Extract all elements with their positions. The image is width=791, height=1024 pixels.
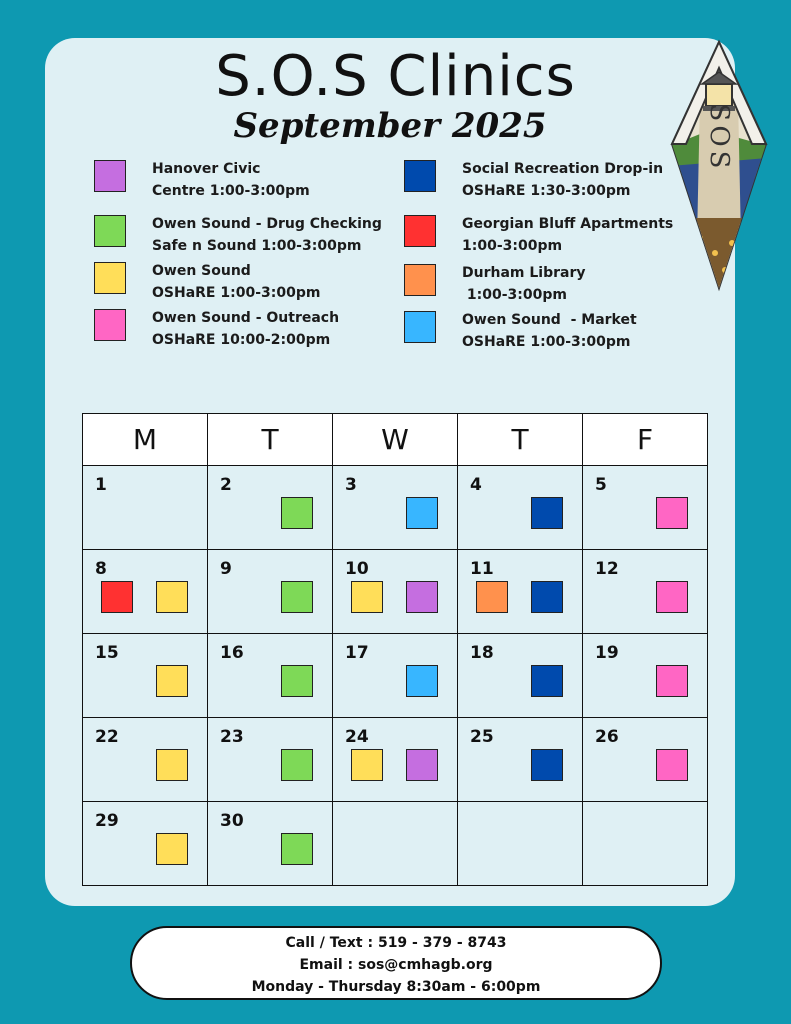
legend-label-line: Social Recreation Drop-in <box>462 161 664 177</box>
legend-label-line: Owen Sound - Outreach <box>152 310 340 326</box>
calendar-week-row <box>83 550 708 634</box>
page-subtitle: September 2025 <box>233 106 547 146</box>
event-marker-social <box>531 581 563 613</box>
event-marker-drug_checking <box>281 497 313 529</box>
calendar-day-cell <box>583 718 708 802</box>
calendar-day-cell <box>83 634 208 718</box>
legend-label-line: Owen Sound <box>152 263 251 279</box>
day-number: 1 <box>95 475 107 495</box>
day-number: 8 <box>95 559 107 579</box>
calendar-day-cell <box>583 634 708 718</box>
legend-label-line: Safe n Sound 1:00-3:00pm <box>152 238 362 254</box>
event-marker-hanover <box>406 749 438 781</box>
weekday-header: W <box>333 414 458 466</box>
event-marker-outreach <box>656 497 688 529</box>
event-marker-oshare <box>156 833 188 865</box>
contact-box <box>130 926 662 1000</box>
legend-label-line: Owen Sound - Market <box>462 312 637 328</box>
event-marker-oshare <box>156 665 188 697</box>
event-marker-hanover <box>406 581 438 613</box>
calendar-day-cell <box>333 550 458 634</box>
day-number: 4 <box>470 475 482 495</box>
calendar-week-row <box>83 718 708 802</box>
legend-label-line: 1:00-3:00pm <box>462 287 567 303</box>
calendar-day-cell <box>208 466 333 550</box>
legend-label <box>152 213 402 257</box>
contact-phone: Call / Text : 519 - 379 - 8743 <box>285 935 507 951</box>
legend-swatch <box>404 264 436 296</box>
legend-label <box>152 260 402 304</box>
legend-swatch <box>94 262 126 294</box>
day-number: 23 <box>220 727 244 747</box>
legend-label-line: OSHaRE 10:00-2:00pm <box>152 332 331 348</box>
calendar-week-row <box>83 466 708 550</box>
event-marker-outreach <box>656 581 688 613</box>
calendar-day-cell <box>458 466 583 550</box>
weekday-header: T <box>208 414 333 466</box>
event-marker-social <box>531 665 563 697</box>
day-number: 10 <box>345 559 369 579</box>
event-marker-oshare <box>156 581 188 613</box>
calendar-day-cell <box>333 634 458 718</box>
day-number: 24 <box>345 727 369 747</box>
day-number: 5 <box>595 475 607 495</box>
day-number: 16 <box>220 643 244 663</box>
calendar-day-cell <box>583 466 708 550</box>
legend-swatch <box>94 160 126 192</box>
legend-swatch <box>94 215 126 247</box>
calendar-day-cell <box>333 718 458 802</box>
day-number: 18 <box>470 643 494 663</box>
day-number: 12 <box>595 559 619 579</box>
day-number: 26 <box>595 727 619 747</box>
calendar-day-cell <box>83 802 208 886</box>
legend-label-line: OSHaRE 1:00-3:00pm <box>152 285 321 301</box>
legend-label-line: Georgian Bluff Apartments <box>462 216 674 232</box>
logo-letters: SOS <box>704 103 734 173</box>
calendar-day-cell <box>83 466 208 550</box>
legend-label <box>152 307 402 351</box>
calendar-day-cell <box>458 718 583 802</box>
event-marker-outreach <box>656 749 688 781</box>
calendar-day-cell <box>458 802 583 886</box>
day-number: 15 <box>95 643 119 663</box>
calendar-day-cell <box>458 550 583 634</box>
calendar-day-cell <box>333 466 458 550</box>
event-marker-oshare <box>156 749 188 781</box>
event-marker-oshare <box>351 581 383 613</box>
event-marker-drug_checking <box>281 749 313 781</box>
day-number: 11 <box>470 559 494 579</box>
day-number: 17 <box>345 643 369 663</box>
event-marker-drug_checking <box>281 833 313 865</box>
event-marker-social <box>531 497 563 529</box>
calendar-day-cell <box>583 550 708 634</box>
legend-label-line: Owen Sound - Drug Checking <box>152 216 382 232</box>
calendar-day-cell <box>83 718 208 802</box>
contact-hours: Monday - Thursday 8:30am - 6:00pm <box>251 979 541 995</box>
legend-label-line: Durham Library <box>462 265 586 281</box>
legend-label-line: OSHaRE 1:00-3:00pm <box>462 334 631 350</box>
event-marker-oshare <box>351 749 383 781</box>
day-number: 9 <box>220 559 232 579</box>
event-marker-drug_checking <box>281 581 313 613</box>
day-number: 30 <box>220 811 244 831</box>
calendar-day-cell <box>208 550 333 634</box>
day-number: 2 <box>220 475 232 495</box>
legend-label-line: OSHaRE 1:30-3:00pm <box>462 183 631 199</box>
calendar-week-row <box>83 634 708 718</box>
calendar-day-cell <box>83 550 208 634</box>
calendar-day-cell <box>208 718 333 802</box>
legend-swatch <box>404 160 436 192</box>
event-marker-social <box>531 749 563 781</box>
day-number: 25 <box>470 727 494 747</box>
event-marker-market <box>406 665 438 697</box>
legend-label-line: Hanover Civic <box>152 161 261 177</box>
legend-label <box>462 262 712 306</box>
calendar-day-cell <box>333 802 458 886</box>
legend-swatch <box>404 215 436 247</box>
calendar-day-cell <box>208 802 333 886</box>
day-number: 29 <box>95 811 119 831</box>
calendar-week-row <box>83 802 708 886</box>
weekday-header: M <box>83 414 208 466</box>
weekday-header: F <box>583 414 708 466</box>
calendar-day-cell <box>458 634 583 718</box>
event-marker-durham <box>476 581 508 613</box>
event-marker-market <box>406 497 438 529</box>
legend-label-line: 1:00-3:00pm <box>462 238 563 254</box>
legend-label <box>462 309 712 353</box>
event-marker-outreach <box>656 665 688 697</box>
calendar-day-cell <box>583 802 708 886</box>
legend-label <box>152 158 402 202</box>
page-title: S.O.S Clinics <box>215 44 576 109</box>
day-number: 19 <box>595 643 619 663</box>
legend-label <box>462 158 712 202</box>
calendar-day-cell <box>208 634 333 718</box>
event-marker-drug_checking <box>281 665 313 697</box>
legend-swatch <box>94 309 126 341</box>
calendar-grid <box>82 413 708 886</box>
day-number: 3 <box>345 475 357 495</box>
contact-email: Email : sos@cmhagb.org <box>299 957 493 973</box>
legend-label-line: Centre 1:00-3:00pm <box>152 183 310 199</box>
day-number: 22 <box>95 727 119 747</box>
legend-swatch <box>404 311 436 343</box>
event-marker-georgian <box>101 581 133 613</box>
legend-label <box>462 213 712 257</box>
weekday-header: T <box>458 414 583 466</box>
